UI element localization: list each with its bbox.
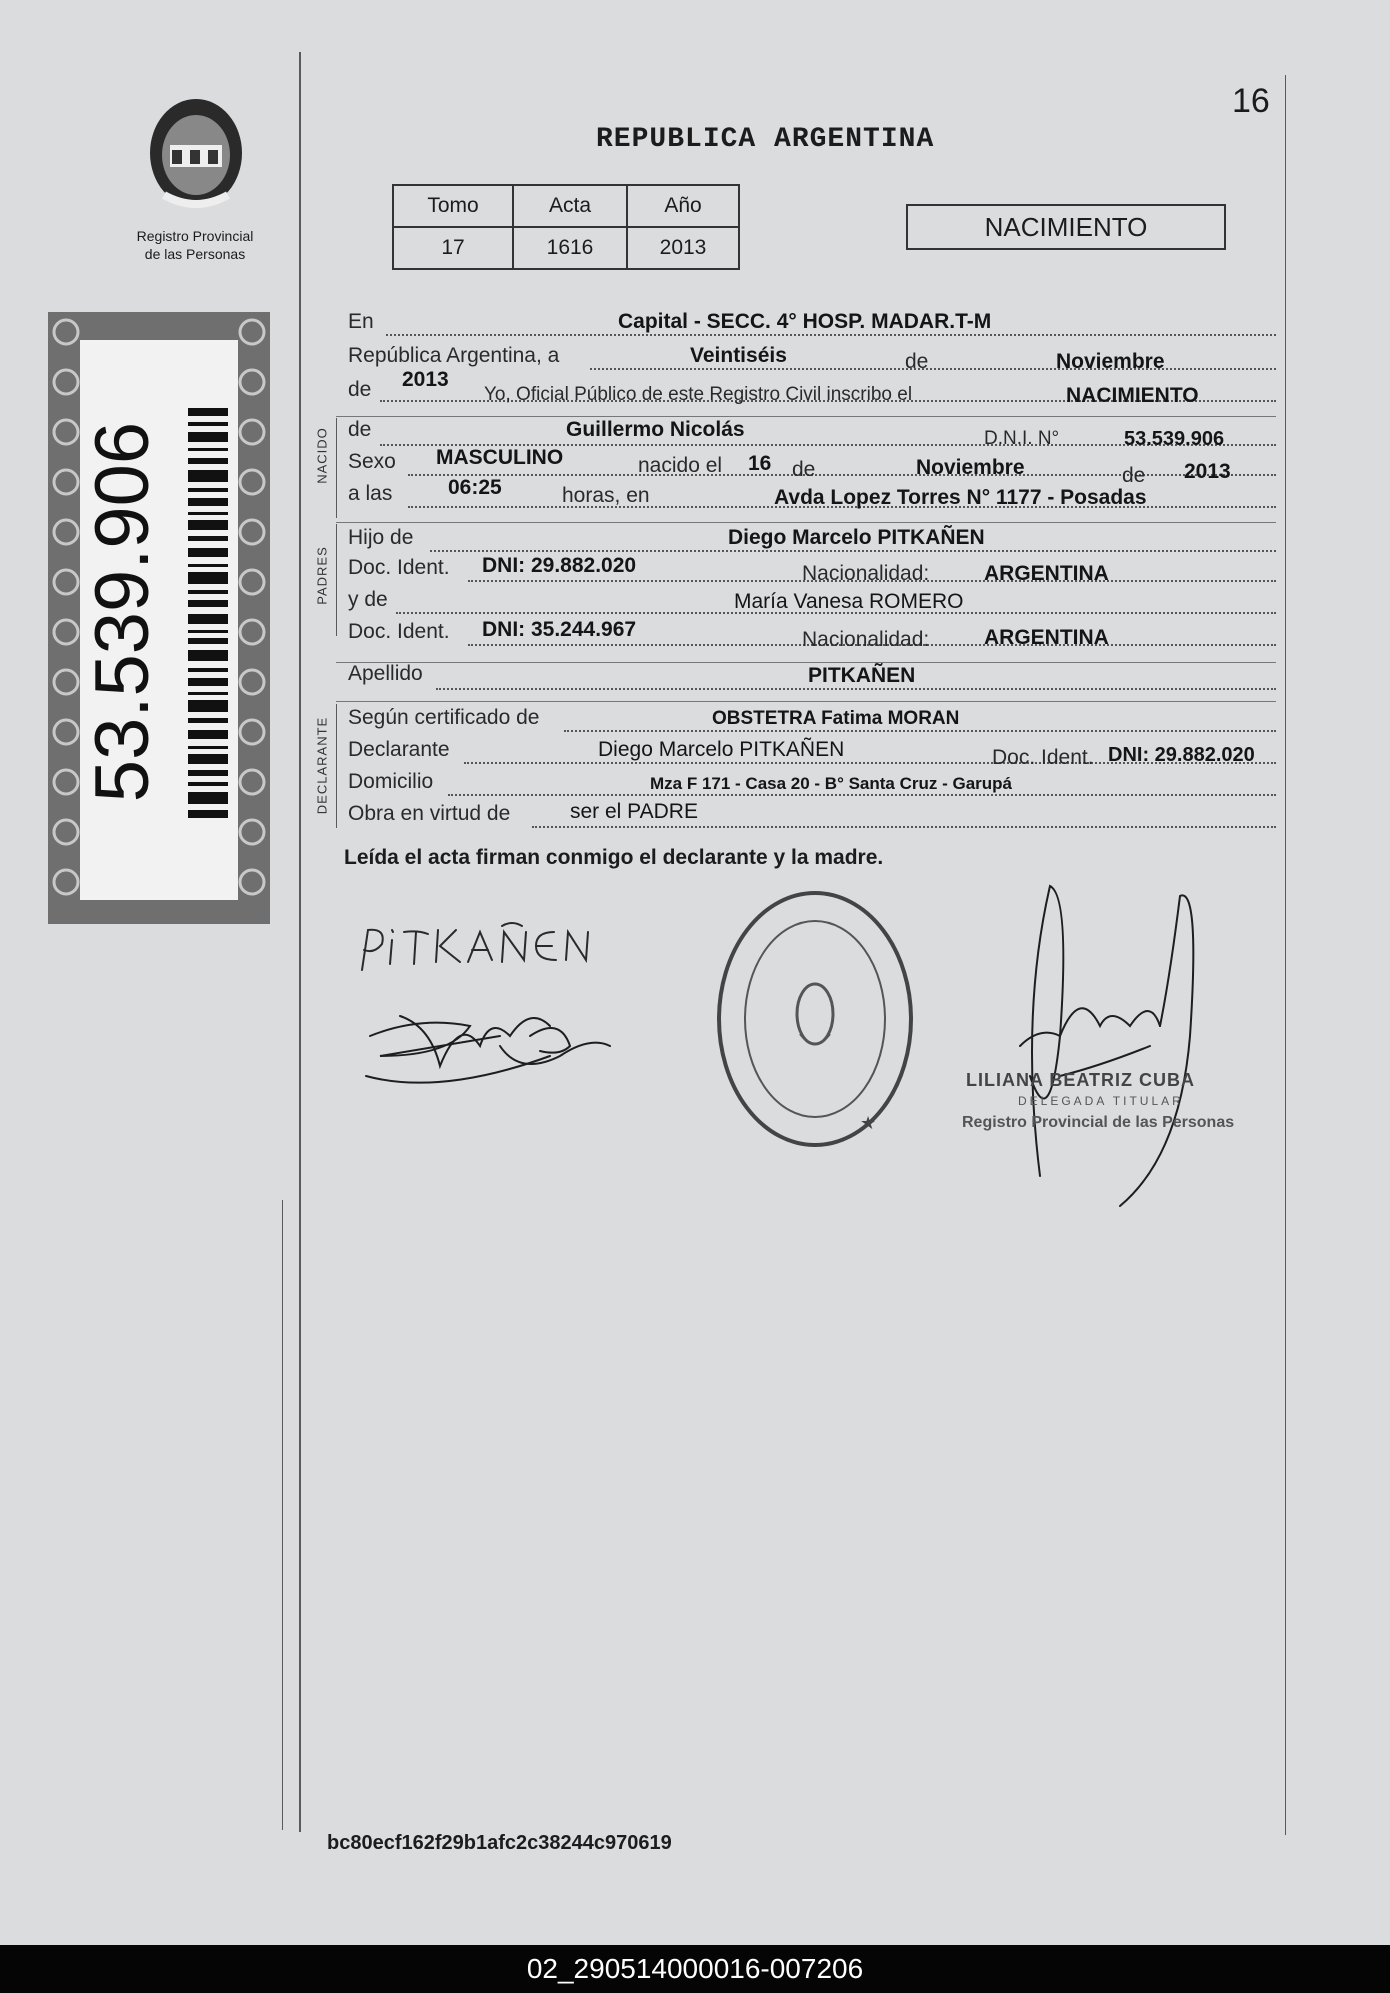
nac-anio-value: 2013 (1184, 460, 1231, 483)
anio-header: Año (627, 185, 739, 227)
de-label: de (348, 418, 372, 441)
tomo-value: 17 (393, 227, 513, 269)
separator-apellido-top (336, 662, 1276, 663)
left-margin-line (299, 52, 301, 1832)
separator-padres-top (336, 522, 1276, 523)
madre-nacionalidad-value: ARGENTINA (984, 626, 1109, 649)
de-label: de (905, 350, 929, 373)
dni-label: D.N.I. N° (984, 428, 1060, 449)
side-label-nacido: NACIDO (314, 427, 330, 484)
document-hash: bc80ecf162f29b1afc2c38244c970619 (327, 1832, 672, 1854)
acta-table (392, 184, 740, 270)
handwritten-name-signature (356, 920, 616, 980)
y-de-label: y de (348, 588, 388, 611)
barcode-panel (48, 312, 270, 924)
right-margin-line (1285, 75, 1286, 1835)
apellido-value: PITKAÑEN (808, 664, 916, 687)
anio-value: 2013 (627, 227, 739, 269)
nac-dia-value: 16 (748, 452, 772, 475)
yo-oficial-text: Yo, Oficial Público de este Registro Civil inscribo el (484, 384, 913, 405)
acta-value: 1616 (513, 227, 627, 269)
republica-label: República Argentina, a (348, 344, 560, 367)
padre-dni-value: DNI: 29.882.020 (482, 554, 637, 577)
dotted-line (590, 368, 1276, 370)
declarante-value: Diego Marcelo PITKAÑEN (598, 738, 845, 761)
svg-text:★: ★ (860, 1113, 877, 1133)
padres-bracket (336, 524, 337, 636)
nacido-bracket (336, 418, 337, 518)
official-name: LILIANA BEATRIZ CUBA (966, 1070, 1195, 1090)
hora-value: 06:25 (448, 476, 502, 499)
anio-inscripcion-value: 2013 (402, 368, 449, 391)
official-role: DELEGADA TITULAR (1018, 1094, 1184, 1108)
obra-label: Obra en virtud de (348, 802, 511, 825)
padre-value: Diego Marcelo PITKAÑEN (728, 526, 985, 549)
province-crest-logo (140, 95, 252, 220)
certificado-label: Según certificado de (348, 706, 540, 729)
separator-declarante-top (336, 701, 1276, 702)
registry-line-1: Registro Provincial (136, 228, 254, 244)
doc-ident-label: Doc. Ident. (348, 556, 450, 579)
doc-ident-label: Doc. Ident. (992, 746, 1094, 769)
declarante-bracket (336, 704, 337, 828)
de-label: de (1122, 464, 1146, 487)
page-number: 16 (1232, 82, 1270, 120)
madre-value: María Vanesa ROMERO (734, 590, 964, 613)
sexo-label: Sexo (348, 450, 396, 473)
madre-dni-value: DNI: 35.244.967 (482, 618, 637, 641)
nombre-value: Guillermo Nicolás (566, 418, 745, 441)
mes-value: Noviembre (1056, 350, 1165, 373)
country-heading: REPUBLICA ARGENTINA (596, 124, 935, 155)
official-institution: Registro Provincial de las Personas (962, 1114, 1235, 1131)
de-label: de (792, 458, 816, 481)
sexo-value: MASCULINO (436, 446, 564, 469)
footer-id-bar: 02_290514000016-007206 (0, 1945, 1390, 1993)
lugar-nacimiento-value: Avda Lopez Torres N° 1177 - Posadas (774, 486, 1147, 509)
record-type-box: NACIMIENTO (906, 204, 1226, 250)
barcode-icon (188, 408, 228, 828)
nac-mes-value: Noviembre (916, 456, 1025, 479)
tomo-header: Tomo (393, 185, 513, 227)
dia-value: Veintiséis (690, 344, 787, 367)
certificado-value: OBSTETRA Fatima MORAN (712, 708, 960, 729)
registry-line-2: de las Personas (144, 246, 246, 262)
lugar-inscripcion-value: Capital - SECC. 4° HOSP. MADAR.T-M (618, 310, 992, 333)
padre-nacionalidad-value: ARGENTINA (984, 562, 1109, 585)
registry-seal (710, 884, 920, 1154)
en-label: En (348, 310, 374, 333)
dotted-line (386, 334, 1276, 336)
obra-value: ser el PADRE (570, 800, 698, 823)
dotted-line (436, 688, 1276, 690)
domicilio-value: Mza F 171 - Casa 20 - B° Santa Cruz - Garupá (650, 774, 1013, 793)
nacido-el-label: nacido el (638, 454, 723, 477)
horas-en-label: horas, en (562, 484, 650, 507)
hijo-de-label: Hijo de (348, 526, 414, 549)
separator-nacido-top (336, 416, 1276, 417)
dni-value: 53.539.906 (1124, 428, 1225, 450)
side-label-declarante: DECLARANTE (314, 716, 330, 815)
acta-header: Acta (513, 185, 627, 227)
apellido-label: Apellido (348, 662, 423, 685)
domicilio-label: Domicilio (348, 770, 434, 793)
dotted-line (532, 826, 1276, 828)
dotted-line (448, 794, 1276, 796)
nacionalidad-label: Nacionalidad: (802, 628, 930, 651)
declarante-dni-value: DNI: 29.882.020 (1108, 744, 1255, 766)
closing-text: Leída el acta firman conmigo el declarante y la madre. (344, 846, 884, 869)
dotted-line (430, 550, 1276, 552)
side-label-padres: PADRES (314, 546, 330, 605)
nacionalidad-label: Nacionalidad: (802, 562, 930, 585)
left-margin-line-lower (282, 1200, 283, 1830)
dotted-line (564, 730, 1276, 732)
inscribo-value: NACIMIENTO (1066, 384, 1199, 407)
dotted-line (408, 474, 1276, 476)
official-signature (1000, 876, 1210, 1216)
declarant-signature (360, 996, 620, 1096)
declarante-label: Declarante (348, 738, 450, 761)
doc-ident-label: Doc. Ident. (348, 620, 450, 643)
barcode-number: 53.539.906 (80, 421, 165, 803)
a-las-label: a las (348, 482, 393, 505)
de-label: de (348, 378, 372, 401)
